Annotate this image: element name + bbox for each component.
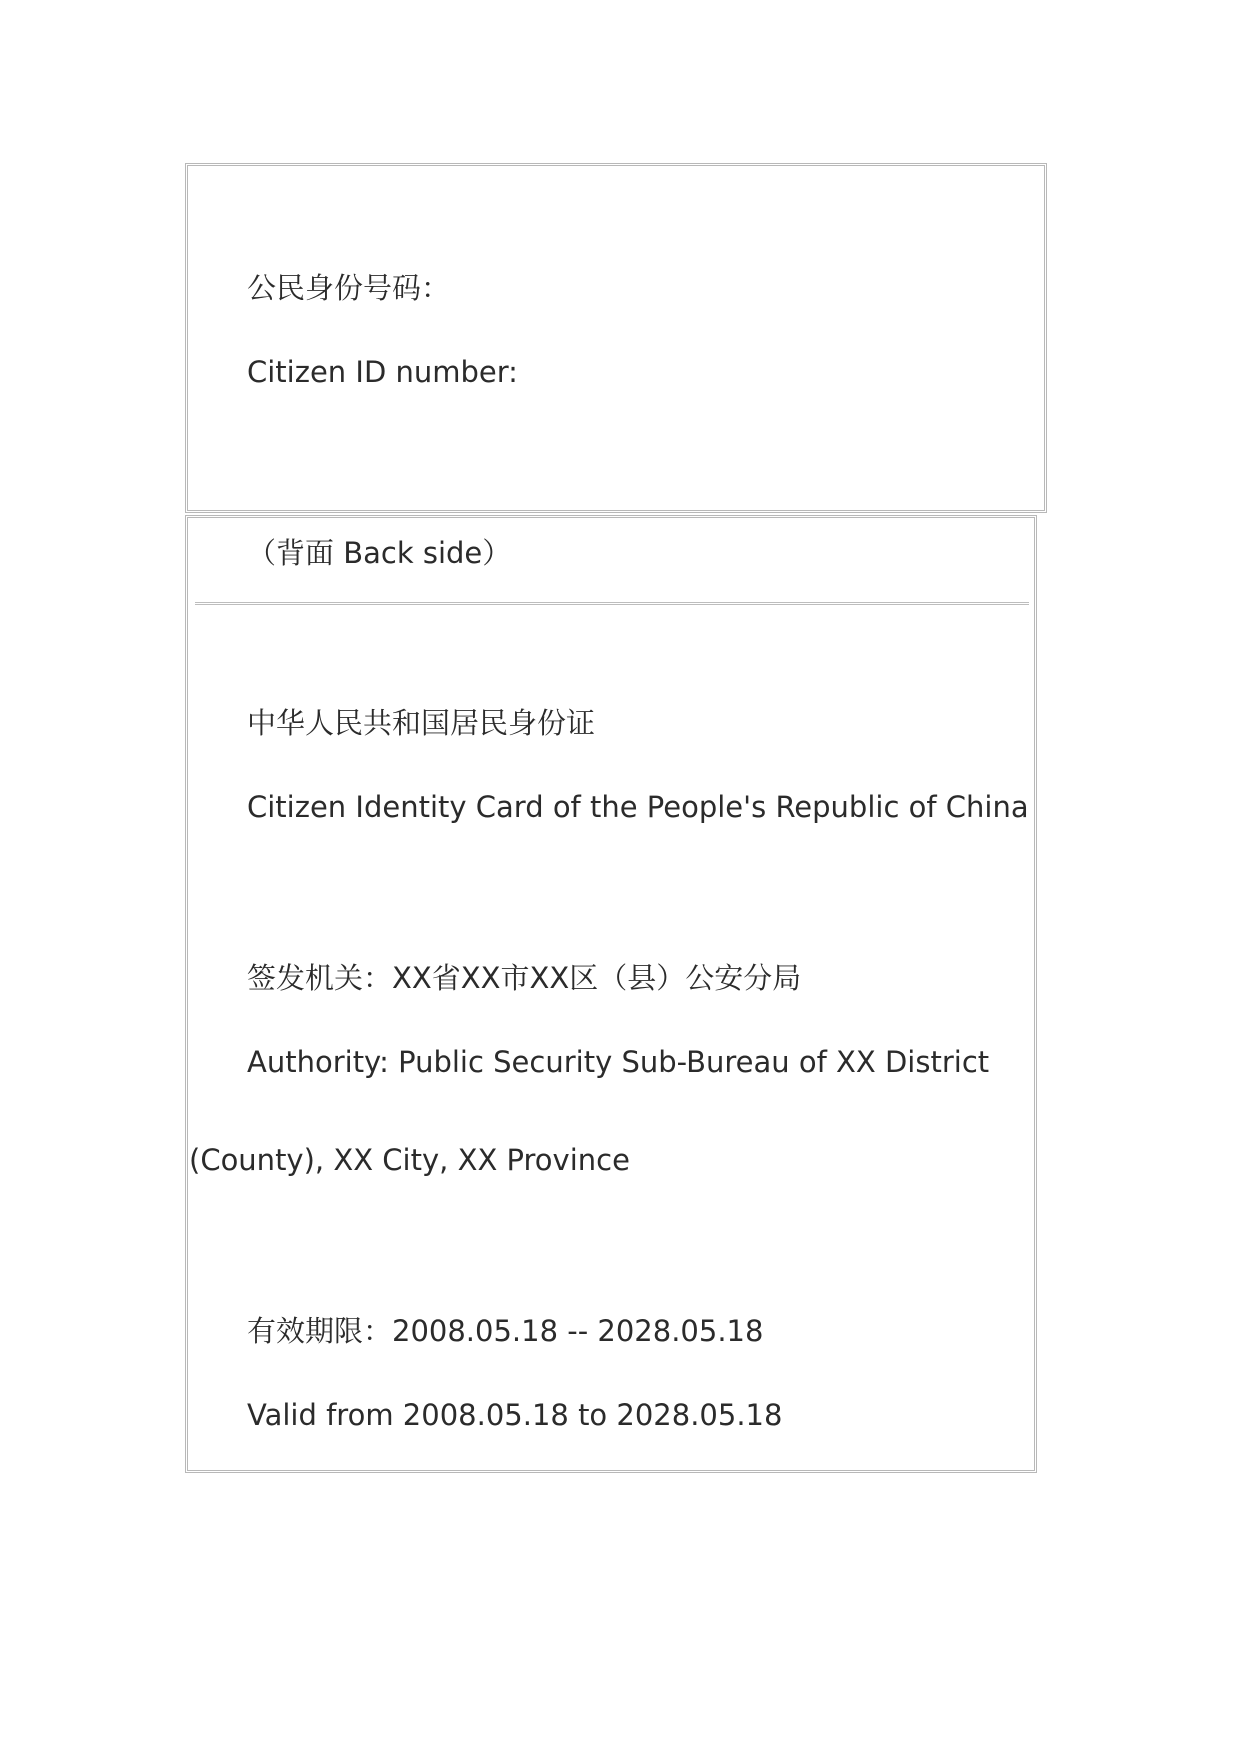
back-side-divider [195, 602, 1029, 605]
card-title-en: Citizen Identity Card of the People's Republic of China [247, 790, 1029, 824]
validity-period-en: Valid from 2008.05.18 to 2028.05.18 [247, 1398, 783, 1432]
issuing-authority-en-line2: (County), XX City, XX Province [189, 1143, 630, 1177]
citizen-id-label-en: Citizen ID number: [247, 355, 518, 389]
validity-period-zh: 有效期限：2008.05.18 -- 2028.05.18 [247, 1314, 764, 1348]
issuing-authority-en-line1: Authority: Public Security Sub-Bureau of XX District [247, 1045, 990, 1079]
issuing-authority-zh: 签发机关：XX省XX市XX区（县）公安分局 [247, 961, 802, 995]
back-side-label: （背面 Back side） [247, 536, 512, 570]
id-card-front-box [185, 163, 1047, 513]
citizen-id-label-zh: 公民身份号码： [247, 271, 451, 305]
card-title-zh: 中华人民共和国居民身份证 [247, 706, 596, 740]
